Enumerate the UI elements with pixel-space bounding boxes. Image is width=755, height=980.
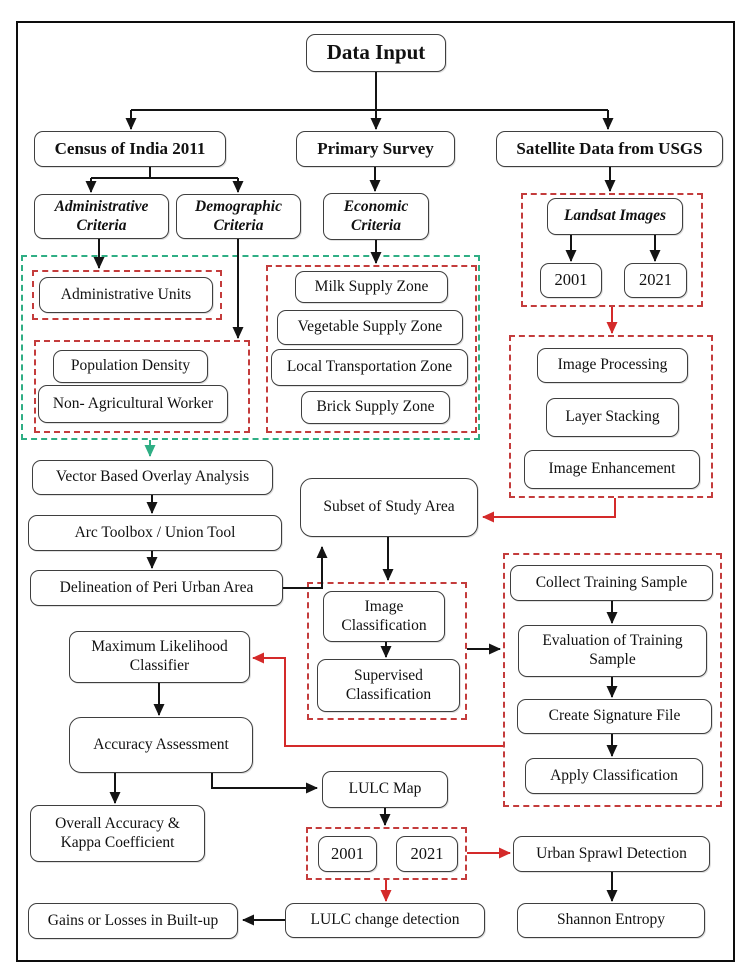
node-overall-accuracy: Overall Accuracy & Kappa Coefficient	[30, 805, 205, 862]
node-subset-study-area: Subset of Study Area	[300, 478, 478, 537]
node-landsat-2001: 2001	[540, 263, 602, 298]
node-create-signature-file: Create Signature File	[517, 699, 712, 734]
node-supervised-classification: Supervised Classification	[317, 659, 460, 712]
node-shannon-entropy: Shannon Entropy	[517, 903, 705, 938]
node-census: Census of India 2011	[34, 131, 226, 167]
node-milk-supply-zone: Milk Supply Zone	[295, 271, 448, 303]
node-accuracy-assessment: Accuracy Assessment	[69, 717, 253, 773]
node-vegetable-supply-zone: Vegetable Supply Zone	[277, 310, 463, 345]
node-local-transportation-zone: Local Transportation Zone	[271, 349, 468, 386]
node-primary-survey: Primary Survey	[296, 131, 455, 167]
node-landsat-2021: 2021	[624, 263, 687, 298]
node-image-processing: Image Processing	[537, 348, 688, 383]
node-demographic-criteria: Demographic Criteria	[176, 194, 301, 239]
node-map-2001: 2001	[318, 836, 377, 872]
node-vector-overlay: Vector Based Overlay Analysis	[32, 460, 273, 495]
node-delineation: Delineation of Peri Urban Area	[30, 570, 283, 606]
node-brick-supply-zone: Brick Supply Zone	[301, 391, 450, 424]
node-urban-sprawl: Urban Sprawl Detection	[513, 836, 710, 872]
node-evaluation-training-sample: Evaluation of Training Sample	[518, 625, 707, 677]
node-apply-classification: Apply Classification	[525, 758, 703, 794]
node-lulc-map: LULC Map	[322, 771, 448, 808]
node-gains-losses: Gains or Losses in Built-up	[28, 903, 238, 939]
node-arc-toolbox: Arc Toolbox / Union Tool	[28, 515, 282, 551]
node-non-agricultural-worker: Non- Agricultural Worker	[38, 385, 228, 423]
node-population-density: Population Density	[53, 350, 208, 383]
node-image-classification: Image Classification	[323, 591, 445, 642]
node-collect-training-sample: Collect Training Sample	[510, 565, 713, 601]
node-data-input: Data Input	[306, 34, 446, 72]
node-layer-stacking: Layer Stacking	[546, 398, 679, 437]
node-satellite-usgs: Satellite Data from USGS	[496, 131, 723, 167]
node-image-enhancement: Image Enhancement	[524, 450, 700, 489]
node-administrative-units: Administrative Units	[39, 277, 213, 313]
node-map-2021: 2021	[396, 836, 458, 872]
node-landsat-images: Landsat Images	[547, 198, 683, 235]
node-lulc-change: LULC change detection	[285, 903, 485, 938]
node-maximum-likelihood: Maximum Likelihood Classifier	[69, 631, 250, 683]
node-economic-criteria: Economic Criteria	[323, 193, 429, 240]
node-administrative-criteria: Administrative Criteria	[34, 194, 169, 239]
